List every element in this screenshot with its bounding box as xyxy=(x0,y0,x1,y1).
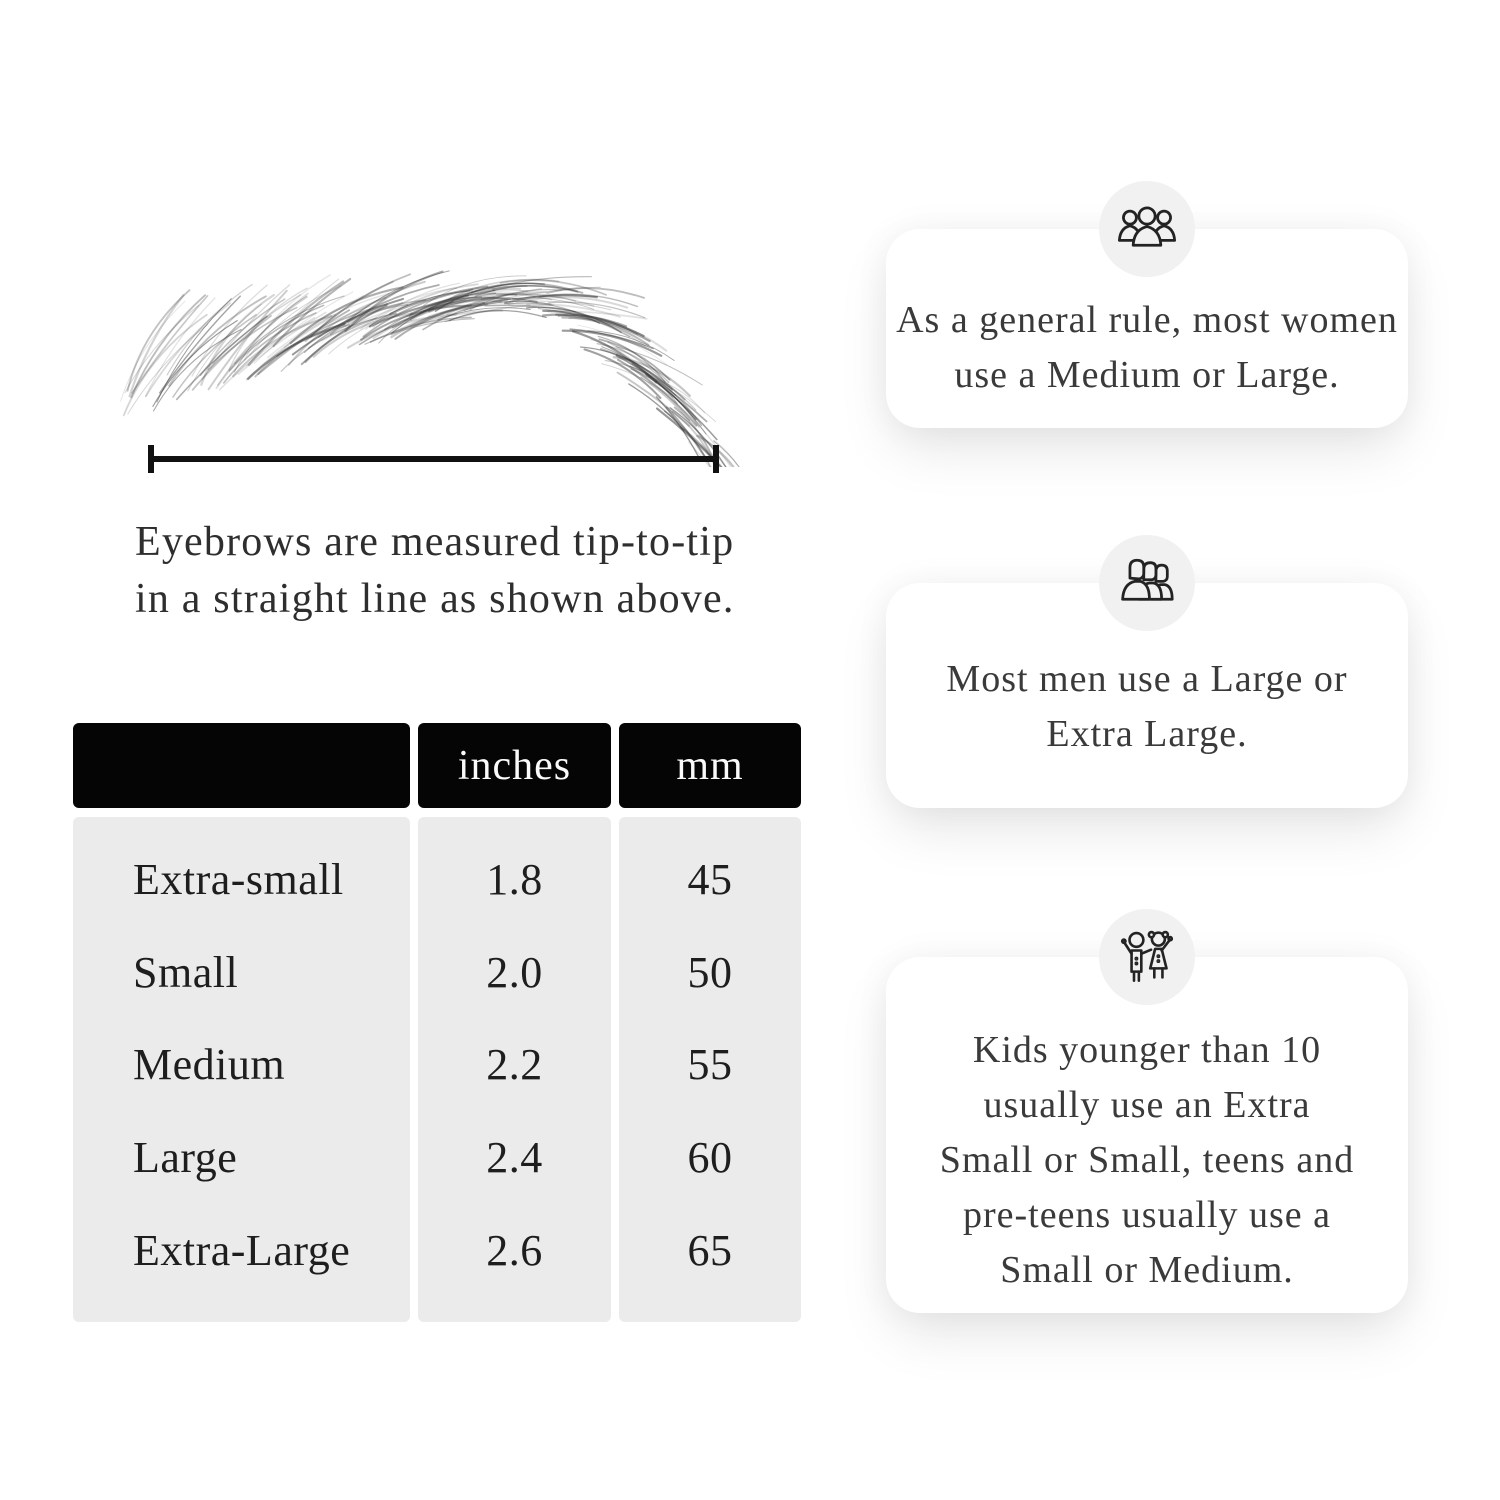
size-table-header-row xyxy=(73,723,801,808)
table-row-name: Medium xyxy=(133,1040,286,1090)
card-kids-line-3: Small or Small, teens and xyxy=(939,1139,1355,1181)
card-men-line-2: Extra Large. xyxy=(1046,713,1248,755)
size-table-body xyxy=(73,817,801,1322)
table-cell-inches: 2.4 xyxy=(486,1133,543,1183)
card-women xyxy=(886,229,1408,428)
card-men-text xyxy=(886,652,1408,762)
measurement-caption xyxy=(135,514,755,628)
size-column-mm xyxy=(619,817,801,1322)
header-cell-name xyxy=(73,723,410,808)
table-row-name: Extra-Large xyxy=(133,1226,351,1276)
header-cell-mm: mm xyxy=(619,723,801,808)
table-row-name: Extra-small xyxy=(133,854,344,904)
men-group-icon-svg xyxy=(1108,544,1186,622)
table-cell-inches: 2.6 xyxy=(486,1226,543,1276)
eyebrow-illustration xyxy=(100,222,740,467)
card-kids-line-5: Small or Medium. xyxy=(1000,1249,1294,1291)
measurement-line xyxy=(150,456,719,462)
table-cell-mm: 45 xyxy=(687,854,733,904)
card-women-line-1: As a general rule, most women xyxy=(896,299,1398,341)
card-kids xyxy=(886,957,1408,1313)
table-cell-inches: 1.8 xyxy=(486,854,543,904)
kids-icon xyxy=(1099,909,1195,1005)
table-cell-mm: 50 xyxy=(687,947,733,997)
card-women-line-2: use a Medium or Large. xyxy=(954,354,1340,396)
size-column-inches xyxy=(418,817,611,1322)
card-men-line-1: Most men use a Large or xyxy=(946,658,1348,700)
measurement-tick-left xyxy=(148,445,154,473)
table-row-name: Small xyxy=(133,947,239,997)
card-kids-text xyxy=(886,1023,1408,1298)
table-cell-mm: 65 xyxy=(687,1226,733,1276)
table-cell-inches: 2.0 xyxy=(486,947,543,997)
card-kids-line-2: usually use an Extra xyxy=(983,1084,1311,1126)
women-group-icon-svg xyxy=(1108,190,1186,268)
card-kids-line-1: Kids younger than 10 xyxy=(972,1029,1322,1071)
women-group-icon xyxy=(1099,181,1195,277)
caption-line-1: Eyebrows are measured tip-to-tip xyxy=(135,519,735,565)
table-cell-mm: 55 xyxy=(687,1040,733,1090)
table-cell-inches: 2.2 xyxy=(486,1040,543,1090)
measurement-tick-right xyxy=(713,445,719,473)
kids-icon-svg xyxy=(1108,918,1186,996)
header-cell-inches: inches xyxy=(418,723,611,808)
table-cell-mm: 60 xyxy=(687,1133,733,1183)
men-group-icon xyxy=(1099,535,1195,631)
size-table xyxy=(73,723,801,1322)
card-women-text xyxy=(886,293,1408,403)
card-kids-line-4: pre-teens usually use a xyxy=(962,1194,1332,1236)
size-column-names xyxy=(73,817,410,1322)
table-row-name: Large xyxy=(133,1133,238,1183)
eyebrow-sketch-svg xyxy=(100,222,740,467)
caption-line-2: in a straight line as shown above. xyxy=(135,576,735,622)
card-men xyxy=(886,583,1408,808)
